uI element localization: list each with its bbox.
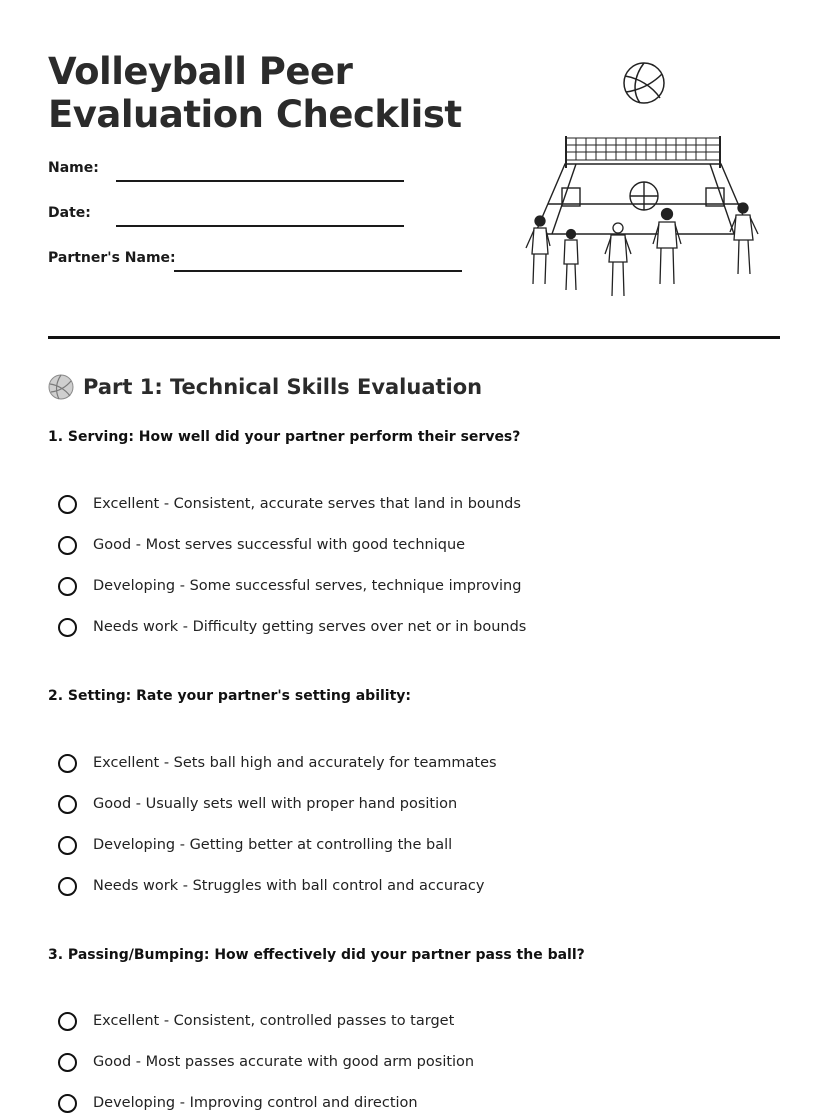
option-label: Excellent - Sets ball high and accurately for teammates	[93, 755, 497, 771]
radio-button[interactable]	[58, 877, 77, 896]
player-figures	[526, 203, 758, 296]
radio-button[interactable]	[58, 795, 77, 814]
title-line-2: Evaluation Checklist	[48, 93, 462, 136]
player-5	[730, 203, 758, 274]
radio-button[interactable]	[58, 618, 77, 637]
radio-button[interactable]	[58, 1094, 77, 1113]
partner-name-label: Partner's Name:	[48, 250, 176, 266]
name-input-line[interactable]	[116, 180, 404, 182]
date-field[interactable]	[48, 205, 408, 229]
partner-name-input-line[interactable]	[174, 270, 462, 272]
radio-button[interactable]	[58, 536, 77, 555]
radio-button[interactable]	[58, 495, 77, 514]
radio-button[interactable]	[58, 754, 77, 773]
option-label: Excellent - Consistent, accurate serves that land in bounds	[93, 496, 521, 512]
option-label: Excellent - Consistent, controlled passes to target	[93, 1013, 455, 1029]
volleyball-ball-icon	[624, 63, 664, 103]
question-serving: 1. Serving: How well did your partner perform their serves?	[48, 429, 521, 445]
player-2	[564, 230, 578, 291]
volleyball-net	[566, 136, 720, 168]
name-label: Name:	[48, 160, 99, 176]
title-line-1: Volleyball Peer	[48, 50, 353, 93]
question-passing: 3. Passing/Bumping: How effectively did your partner pass the ball?	[48, 947, 585, 963]
section-1-title: Part 1: Technical Skills Evaluation	[83, 375, 483, 399]
option-label: Good - Usually sets well with proper hand position	[93, 796, 458, 812]
radio-button[interactable]	[58, 836, 77, 855]
setting-option-good[interactable]	[58, 792, 457, 816]
passing-option-excellent[interactable]	[58, 1009, 454, 1033]
setting-option-developing[interactable]	[58, 833, 452, 857]
player-4	[653, 209, 681, 285]
page-title	[48, 50, 462, 136]
serving-option-needs-work[interactable]	[58, 615, 526, 639]
radio-button[interactable]	[58, 577, 77, 596]
player-1	[526, 216, 550, 284]
serving-option-excellent[interactable]	[58, 492, 521, 516]
option-label: Developing - Getting better at controlling the ball	[93, 837, 453, 853]
option-label: Developing - Improving control and direction	[93, 1095, 418, 1111]
name-field[interactable]	[48, 160, 408, 184]
radio-button[interactable]	[58, 1053, 77, 1072]
option-label: Good - Most serves successful with good technique	[93, 537, 466, 553]
option-label: Developing - Some successful serves, technique improving	[93, 578, 522, 594]
header-divider	[48, 336, 780, 339]
passing-option-good[interactable]	[58, 1050, 474, 1074]
date-input-line[interactable]	[116, 225, 404, 227]
setting-option-excellent[interactable]	[58, 751, 497, 775]
option-label: Needs work - Struggles with ball control and accuracy	[93, 878, 485, 894]
serving-option-developing[interactable]	[58, 574, 521, 598]
question-setting: 2. Setting: Rate your partner's setting ability:	[48, 688, 412, 704]
date-label: Date:	[48, 205, 91, 221]
radio-button[interactable]	[58, 1012, 77, 1031]
volleyball-court-illustration	[518, 56, 766, 304]
section-1-heading	[48, 374, 482, 400]
serving-option-good[interactable]	[58, 533, 465, 557]
option-label: Good - Most passes accurate with good arm position	[93, 1054, 475, 1070]
partner-name-field[interactable]	[48, 250, 464, 274]
volleyball-icon	[48, 374, 74, 400]
court-lines	[535, 164, 751, 234]
setting-option-needs-work[interactable]	[58, 874, 484, 898]
option-label: Needs work - Difficulty getting serves over net or in bounds	[93, 619, 527, 635]
passing-option-developing[interactable]	[58, 1091, 418, 1115]
